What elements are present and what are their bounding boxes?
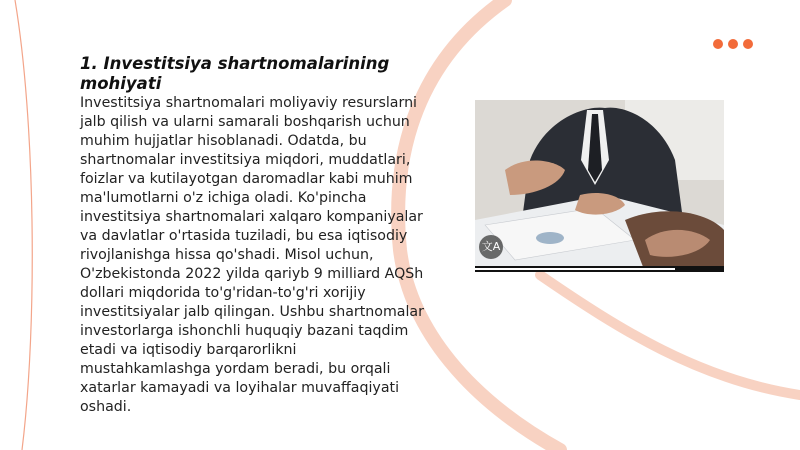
dot bbox=[713, 39, 723, 49]
business-meeting-photo bbox=[475, 100, 724, 272]
photo-illustration bbox=[475, 100, 724, 272]
translate-icon[interactable]: 文A bbox=[479, 235, 503, 259]
dot bbox=[728, 39, 738, 49]
slide-heading: 1. Investitsiya shartnomalarining mohiyati bbox=[80, 54, 390, 93]
slide-body-text: Investitsiya shartnomalari moliyaviy resurslarni jalb qilish va ularni samarali boshqarish uchun muhim hujjatlar hisoblanadi. Odatda, bu shartnomalar investitsiya miqdori, muddatlari, foizlar va kutilayotgan daromadlar kabi muhim ma'lumotlarni o'z ichiga oladi. Ko'pincha investitsiya shartnomalari xalqaro kompaniyalar va davlatlar o'rtasida tuziladi, bu esa iqtisodiy rivojlanishga hissa qo'shadi. Misol uchun, O'zbekistonda 2022 yilda qariyb 9 milliard AQSh dollari miqdorida to'g'ridan-to'g'ri xorijiy investitsiyalar jalb qilingan. Ushbu shartnomalar investorlarga ishonchli huquqiy bazani taqdim etadi va iqtisodiy barqarorlikni mustahkamlashga yordam beradi, bu orqali xatarlar kamayadi va loyihalar muvaffaqiyati oshadi. bbox=[80, 95, 424, 415]
more-dots-icon[interactable] bbox=[713, 39, 753, 49]
dot bbox=[743, 39, 753, 49]
